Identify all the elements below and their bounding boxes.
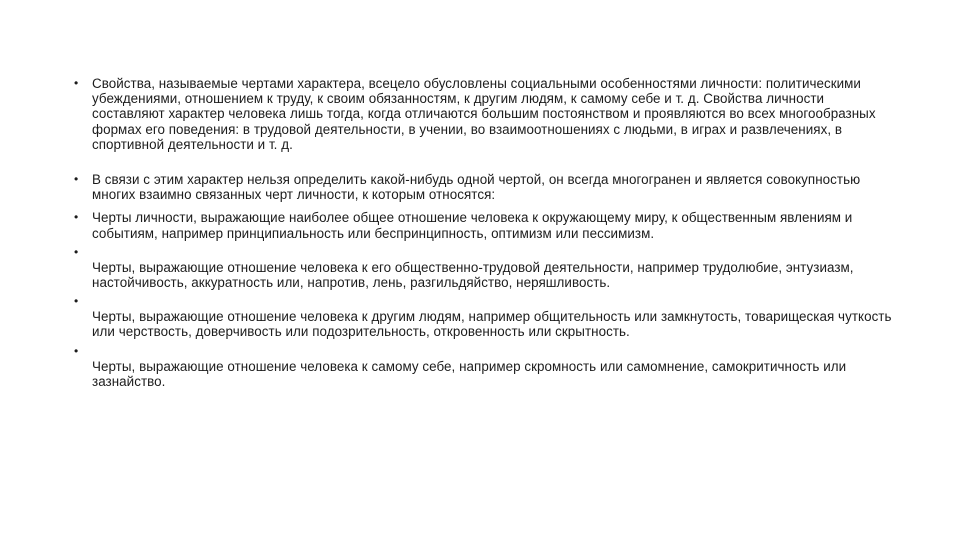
bullet-list [74, 76, 894, 389]
bullet-icon: • [74, 210, 79, 225]
list-item [74, 294, 894, 339]
bullet-text: Свойства, называемые чертами характера, всецело обусловлены социальными особенностями личности: политическими убеждениями, отношением к труду, к своим обязанностям, к другим людям, к самому себе и т. д. Свойства личности составляют характер человека лишь тогда, когда отличаются большим постоянством и проявляются во всех многообразных формах его поведения: в трудовой деятельности, в учении, во взаимоотношениях с людьми, в играх и развлечениях, в спортивной деятельности и т. д. [92, 76, 876, 152]
bullet-icon: • [74, 172, 79, 187]
list-item [74, 210, 894, 240]
bullet-text: Черты личности, выражающие наиболее общее отношение человека к окружающему миру, к общественным явлениям и событиям, например принципиальность или беспринципность, оптимизм или пессимизм. [92, 210, 853, 241]
bullet-icon: • [74, 244, 79, 259]
bullet-text: Черты, выражающие отношение человека к самому себе, например скромность или самомнение, самокритичность или зазнайство. [92, 358, 847, 389]
bullet-icon: • [74, 343, 79, 358]
list-item [74, 172, 894, 202]
list-item [74, 76, 894, 152]
list-item [74, 245, 894, 290]
list-item [74, 344, 894, 389]
bullet-icon: • [74, 294, 79, 309]
bullet-text: Черты, выражающие отношение человека к его общественно-трудовой деятельности, например трудолюбие, энтузиазм, настойчивость, аккуратность или, напротив, лень, разгильдяйство, неряшливость. [92, 259, 854, 291]
bullet-icon: • [74, 76, 79, 90]
bullet-text: В связи с этим характер нельзя определить какой-нибудь одной чертой, он всегда многогранен и является совокупностью многих взаимно связанных черт личности, к которым относятся: [92, 172, 861, 203]
bullet-text: Черты, выражающие отношение человека к другим людям, например общительность или замкнутость, товарищеская чуткость или черствость, доверчивость или подозрительность, откровенность или скрытность. [92, 309, 892, 340]
